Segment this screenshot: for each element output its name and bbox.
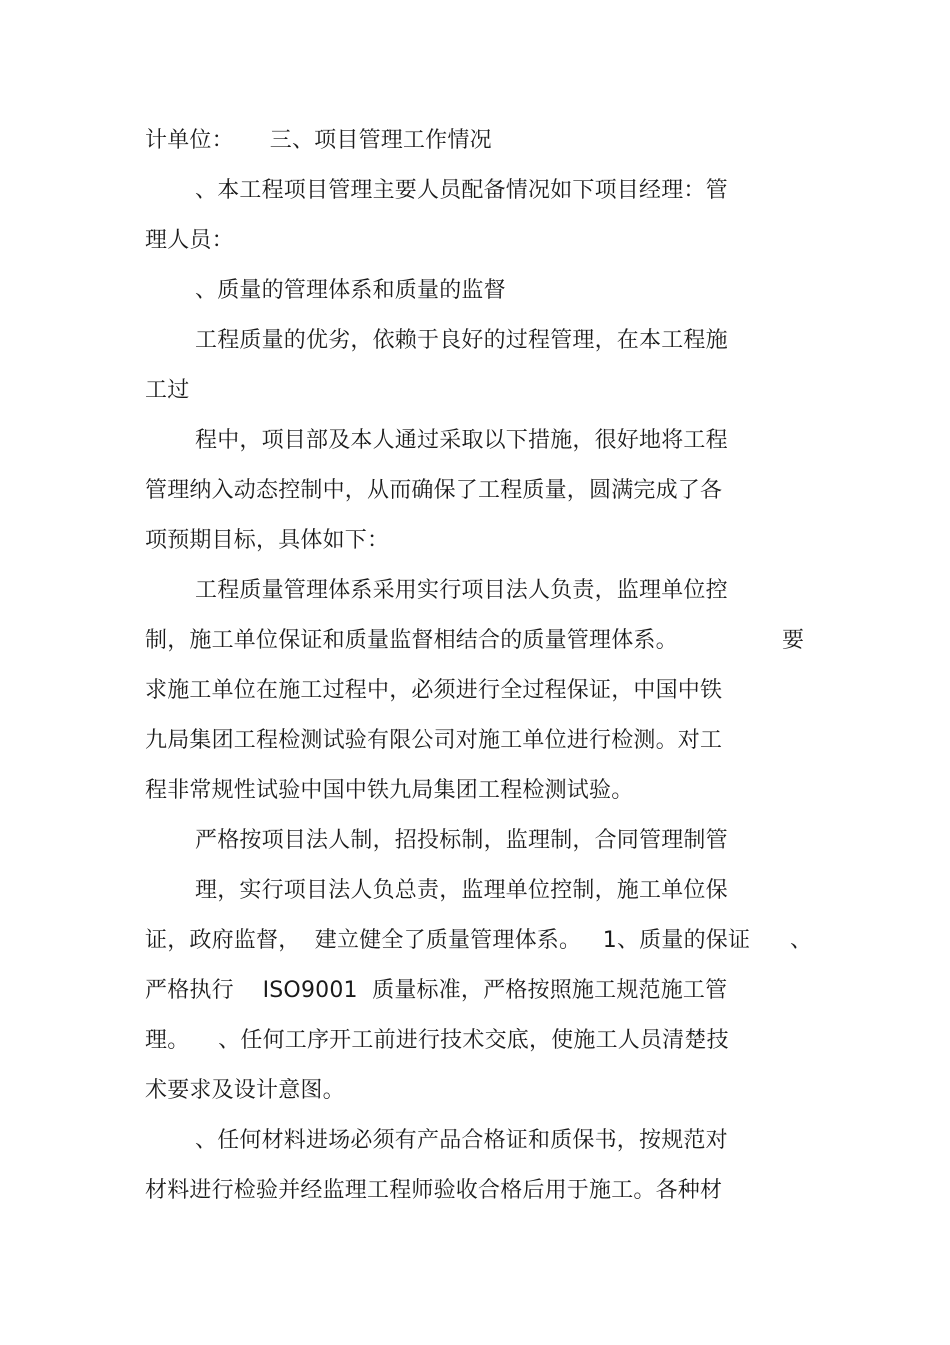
text-line: 程非常规性试验中国中铁九局集团工程检测试验。 bbox=[145, 778, 634, 803]
text-line: 理。 、任何工序开工前进行技术交底，使施工人员清楚技 bbox=[145, 1028, 729, 1053]
text-line: 求施工单位在施工过程中，必须进行全过程保证，中国中铁 bbox=[145, 678, 723, 703]
text-line: 工过 bbox=[145, 378, 190, 403]
text-line: 计单位： 三、项目管理工作情况 bbox=[145, 128, 492, 153]
text-line: 理，实行项目法人负总责，监理单位控制，施工单位保 bbox=[195, 878, 728, 903]
text-line: 程中，项目部及本人通过采取以下措施，很好地将工程 bbox=[195, 428, 728, 453]
text-line: 严格执行 ISO9001 质量标准，严格按照施工规范施工管 bbox=[145, 978, 728, 1003]
text-line: 、质量的管理体系和质量的监督 bbox=[195, 278, 506, 303]
text-line: 术要求及设计意图。 bbox=[145, 1078, 345, 1103]
text-fragment: 、 bbox=[790, 928, 813, 953]
text-fragment: 要 bbox=[782, 628, 805, 653]
text-line: 、本工程项目管理主要人员配备情况如下项目经理：管 bbox=[195, 178, 728, 203]
text-line: 九局集团工程检测试验有限公司对施工单位进行检测。对工 bbox=[145, 728, 723, 753]
text-line: 项预期目标，具体如下： bbox=[145, 528, 390, 553]
text-line: 证，政府监督， 建立健全了质量管理体系。 1、质量的保证 bbox=[145, 928, 751, 953]
text-line: 制，施工单位保证和质量监督相结合的质量管理体系。 bbox=[145, 628, 678, 653]
text-line: 管理纳入动态控制中，从而确保了工程质量，圆满完成了各 bbox=[145, 478, 723, 503]
text-line: 工程质量的优劣，依赖于良好的过程管理，在本工程施 bbox=[195, 328, 728, 353]
text-line: 、任何材料进场必须有产品合格证和质保书，按规范对 bbox=[195, 1128, 728, 1153]
text-line: 工程质量管理体系采用实行项目法人负责，监理单位控 bbox=[195, 578, 728, 603]
text-line: 理人员： bbox=[145, 228, 234, 253]
text-line: 严格按项目法人制，招投标制，监理制，合同管理制管 bbox=[195, 828, 728, 853]
text-line: 材料进行检验并经监理工程师验收合格后用于施工。各种材 bbox=[145, 1178, 723, 1203]
